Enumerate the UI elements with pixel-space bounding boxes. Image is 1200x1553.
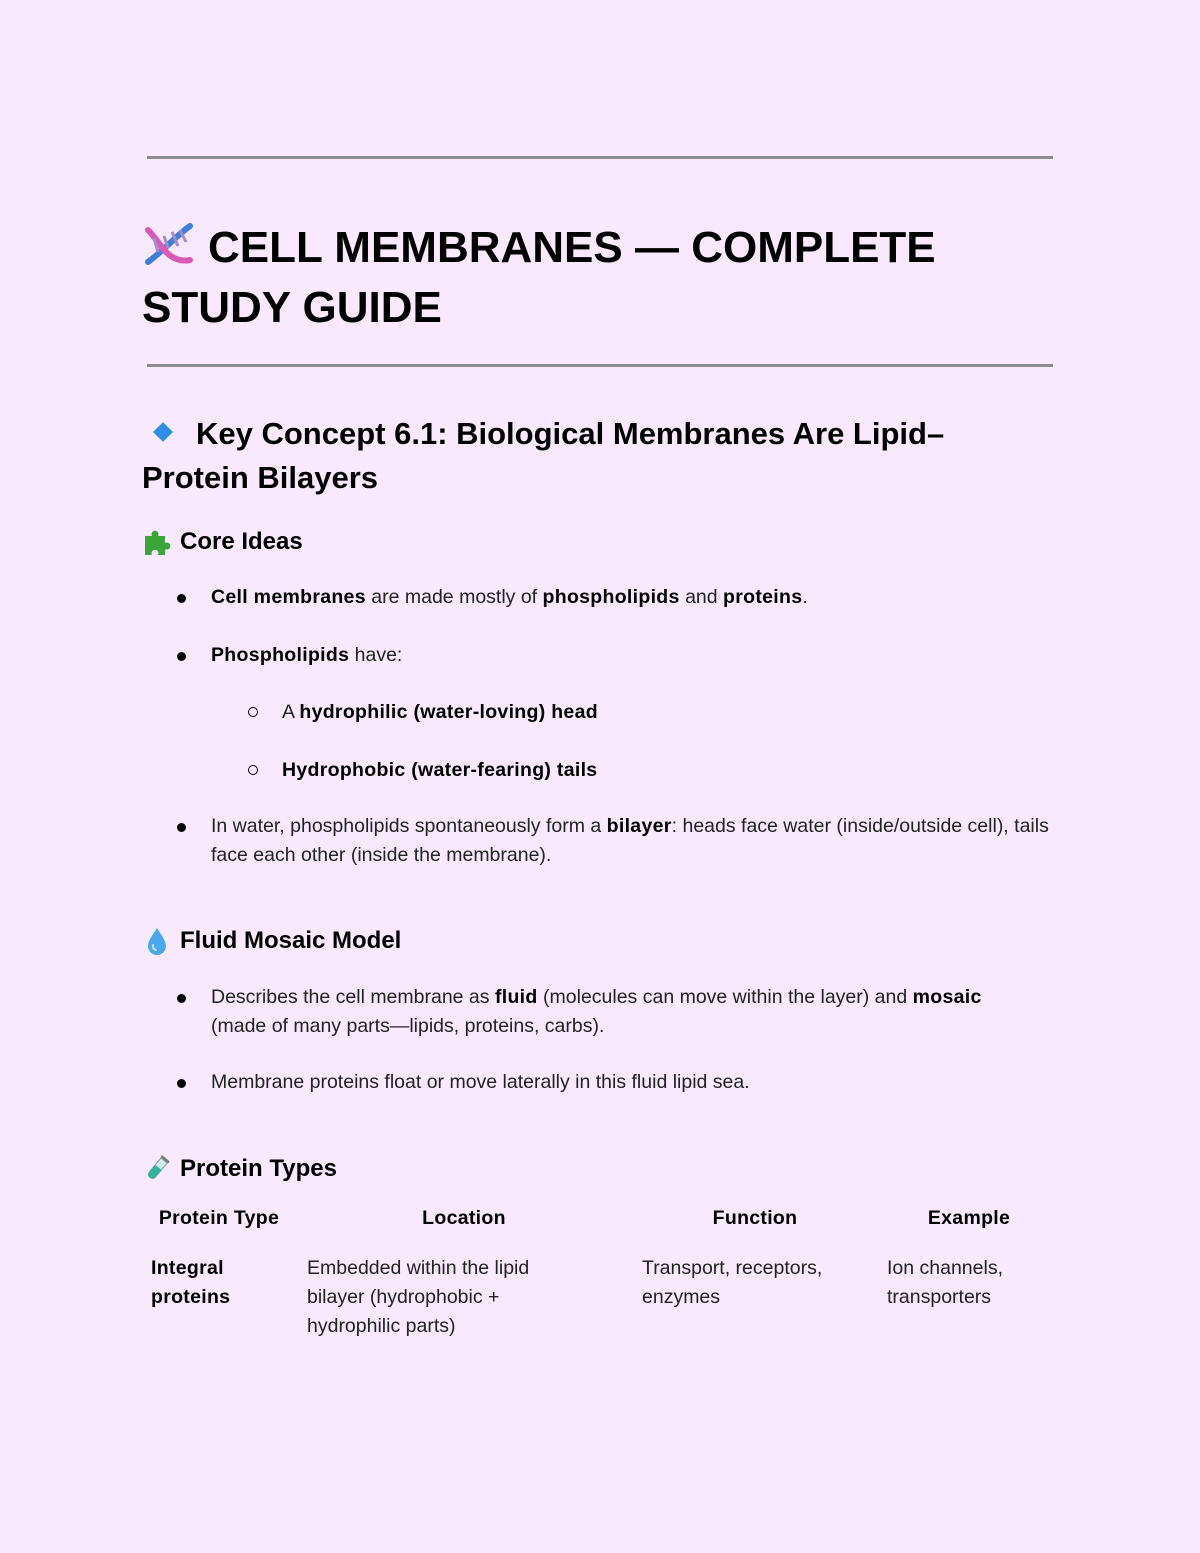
table-header-function: Function <box>712 1207 798 1229</box>
table-cell-protein-type: Integral proteins <box>151 1257 231 1308</box>
key-concept-text: Key Concept 6.1: Biological Membranes Are Lipid–Protein Bilayers <box>142 416 945 495</box>
fluid-mosaic-heading-text: Fluid Mosaic Model <box>180 927 402 954</box>
title-divider <box>147 364 1053 367</box>
table-cell-location: Embedded within the lipid bilayer (hydrophobic + hydrophilic parts) <box>307 1257 530 1337</box>
bullet-dot <box>177 594 186 603</box>
bold-text: bilayer <box>606 815 672 837</box>
core-ideas-heading <box>142 527 303 557</box>
table-header-location: Location <box>422 1207 506 1229</box>
text: A <box>282 701 300 723</box>
page-title <box>142 218 1062 338</box>
bold-text: Cell membranes <box>211 586 366 608</box>
fluid-mosaic-bullet-1 <box>211 983 1011 1041</box>
bold-text: Hydrophobic (water-fearing) tails <box>282 759 598 781</box>
table-cell-example: Ion channels, transporters <box>887 1257 1004 1308</box>
text: Membrane proteins float or move laterally in this fluid lipid sea. <box>211 1071 750 1093</box>
core-idea-sub-bullet-2 <box>282 756 1042 785</box>
key-concept-heading <box>142 412 1042 500</box>
bullet-dot <box>177 823 186 832</box>
table-header-example: Example <box>927 1207 1011 1229</box>
bold-text: phospholipids <box>542 586 680 608</box>
core-ideas-heading-text: Core Ideas <box>180 528 303 555</box>
core-idea-sub-bullet-1 <box>282 698 1042 727</box>
bullet-dot <box>177 1079 186 1088</box>
text: and <box>679 586 724 608</box>
dna-icon <box>142 222 196 266</box>
bold-text: fluid <box>494 986 538 1008</box>
text: In water, phospholipids spontaneously form a <box>211 815 607 837</box>
protein-types-heading <box>142 1154 337 1184</box>
droplet-icon <box>142 926 172 956</box>
text: are made mostly of <box>365 586 543 608</box>
bold-text: hydrophilic (water-loving) head <box>299 701 598 723</box>
text: (molecules can move within the layer) and <box>537 986 913 1008</box>
core-idea-bullet-3 <box>211 812 1051 870</box>
bullet-dot <box>177 994 186 1003</box>
text: Describes the cell membrane as <box>211 986 495 1008</box>
table-header-protein-type: Protein Type <box>158 1207 280 1229</box>
text: have: <box>349 644 403 666</box>
table-cell-function: Transport, receptors, enzymes <box>642 1257 823 1308</box>
text: (made of many parts—lipids, proteins, carbs). <box>211 1015 605 1037</box>
top-divider <box>147 156 1053 159</box>
core-idea-bullet-2 <box>211 641 1051 670</box>
bold-text: Phospholipids <box>211 644 350 666</box>
protein-types-heading-text: Protein Types <box>180 1155 337 1182</box>
blue-diamond-icon <box>153 422 173 442</box>
text: . <box>802 586 808 608</box>
puzzle-piece-icon <box>142 527 172 557</box>
fluid-mosaic-heading <box>142 926 401 956</box>
test-tube-icon <box>142 1154 172 1184</box>
sub-bullet-ring <box>248 765 258 775</box>
page-title-text: CELL MEMBRANES — COMPLETE STUDY GUIDE <box>142 223 936 332</box>
sub-bullet-ring <box>248 707 258 717</box>
bullet-dot <box>177 652 186 661</box>
bold-text: mosaic <box>912 986 982 1008</box>
bold-text: proteins <box>723 586 803 608</box>
core-idea-bullet-1 <box>211 583 1051 612</box>
fluid-mosaic-bullet-2 <box>211 1068 1051 1097</box>
text: : heads face water (inside/outside cell), tails face each other (inside the membrane). <box>211 815 1049 866</box>
